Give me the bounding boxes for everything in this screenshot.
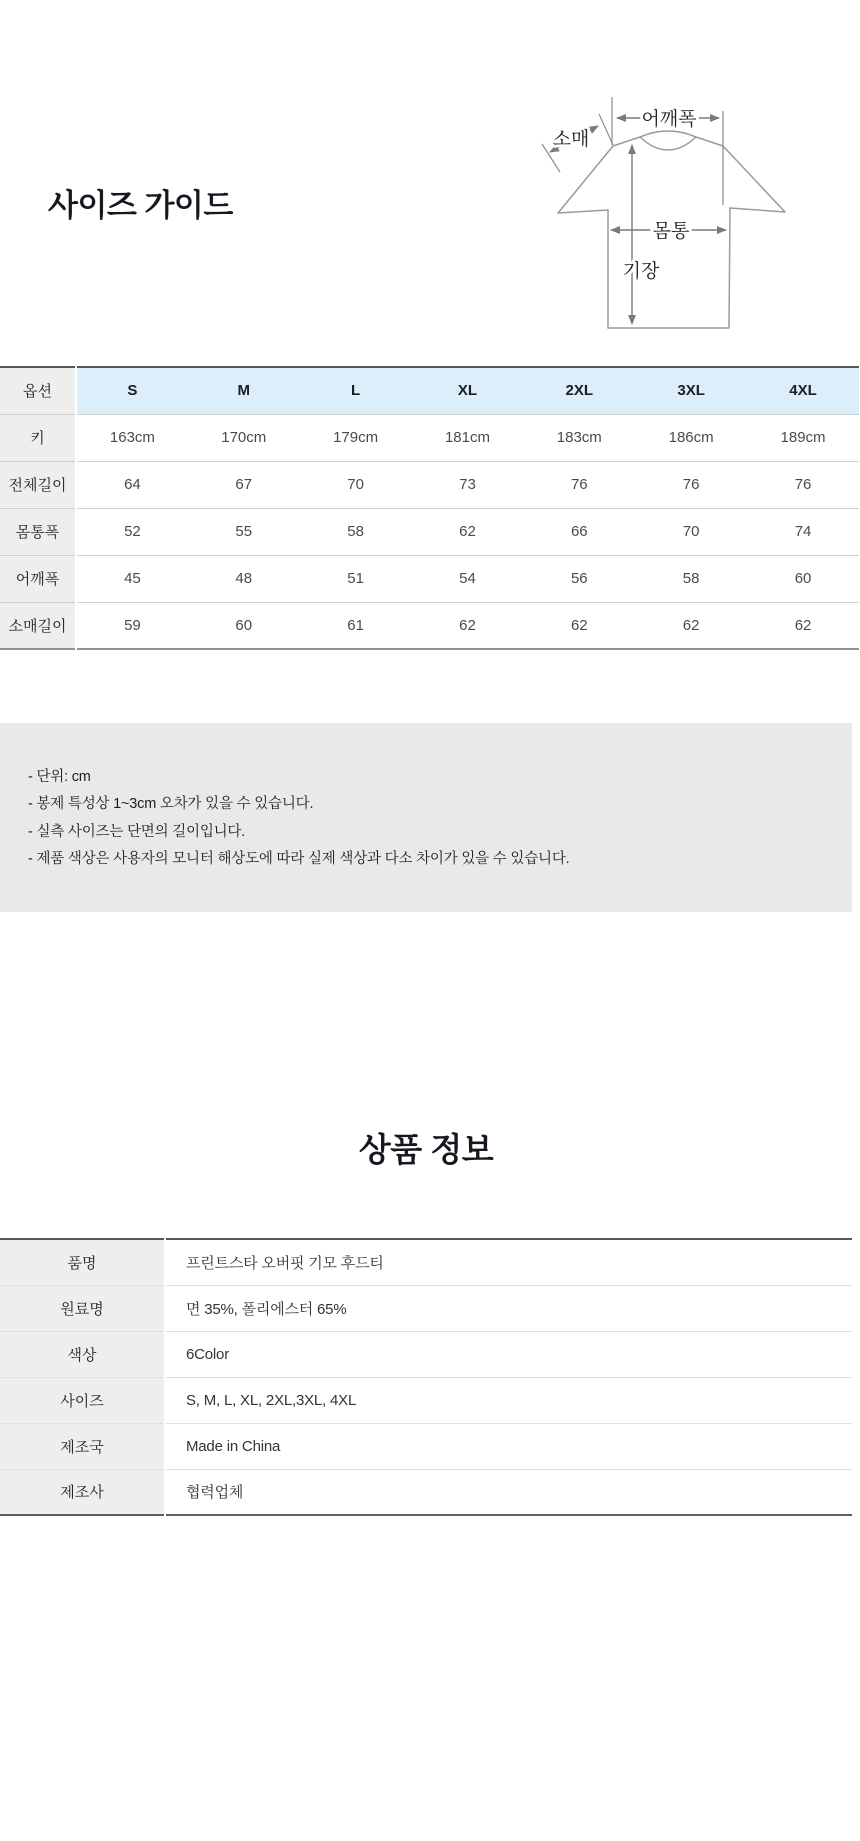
- size-row-label: 소매길이: [0, 602, 76, 649]
- shoulder-width-label: 어깨폭: [641, 109, 697, 130]
- product-info-row: [0, 1469, 852, 1515]
- sleeve-guide-upper: [599, 114, 613, 145]
- product-info-value: 협력업체: [165, 1469, 852, 1515]
- size-value-cell: 51: [300, 555, 412, 602]
- product-info-value: S, M, L, XL, 2XL,3XL, 4XL: [165, 1377, 852, 1423]
- size-column-header-s: S: [76, 367, 188, 414]
- size-value-cell: 45: [76, 555, 188, 602]
- size-table-row: [0, 461, 859, 508]
- product-info-label: 원료명: [0, 1285, 165, 1331]
- size-value-cell: 186cm: [635, 414, 747, 461]
- size-column-header-4xl: 4XL: [747, 367, 859, 414]
- size-value-cell: 179cm: [300, 414, 412, 461]
- size-value-cell: 76: [635, 461, 747, 508]
- product-info-label: 제조국: [0, 1423, 165, 1469]
- size-value-cell: 60: [188, 602, 300, 649]
- size-value-cell: 61: [300, 602, 412, 649]
- size-guide-title: 사이즈 가이드: [48, 188, 233, 223]
- product-info-value: 프린트스타 오버핏 기모 후드티: [165, 1239, 852, 1285]
- size-value-cell: 62: [747, 602, 859, 649]
- size-value-cell: 62: [412, 602, 524, 649]
- product-info-label: 제조사: [0, 1469, 165, 1515]
- size-table-row: [0, 414, 859, 461]
- size-column-header-2xl: 2XL: [523, 367, 635, 414]
- size-value-cell: 183cm: [523, 414, 635, 461]
- product-info-row: [0, 1377, 852, 1423]
- size-value-cell: 181cm: [412, 414, 524, 461]
- size-value-cell: 59: [76, 602, 188, 649]
- note-line: - 봉제 특성상 1~3cm 오차가 있을 수 있습니다.: [28, 796, 314, 813]
- size-table-row: [0, 602, 859, 649]
- size-column-header-xl: XL: [412, 367, 524, 414]
- product-info-row: [0, 1285, 852, 1331]
- length-label: 기장: [622, 261, 660, 282]
- size-value-cell: 58: [635, 555, 747, 602]
- size-table-body: [0, 414, 859, 649]
- size-value-cell: 73: [412, 461, 524, 508]
- size-value-cell: 163cm: [76, 414, 188, 461]
- size-table: [0, 366, 859, 650]
- body-width-label: 몸통: [652, 221, 690, 242]
- sleeve-label: 소매: [552, 129, 590, 150]
- product-info-row: [0, 1239, 852, 1285]
- product-info-table: [0, 1238, 852, 1516]
- size-column-header-3xl: 3XL: [635, 367, 747, 414]
- size-value-cell: 48: [188, 555, 300, 602]
- size-row-label: 몸통폭: [0, 508, 76, 555]
- product-info-row: [0, 1331, 852, 1377]
- note-line: - 제품 색상은 사용자의 모니터 해상도에 따라 실제 색상과 다소 차이가 있을 수 있습니다.: [28, 850, 570, 867]
- size-value-cell: 189cm: [747, 414, 859, 461]
- size-column-header-m: M: [188, 367, 300, 414]
- size-table-row: [0, 555, 859, 602]
- size-value-cell: 62: [412, 508, 524, 555]
- size-value-cell: 66: [523, 508, 635, 555]
- product-info-value: 면 35%, 폴리에스터 65%: [165, 1285, 852, 1331]
- size-value-cell: 70: [635, 508, 747, 555]
- product-info-label: 사이즈: [0, 1377, 165, 1423]
- size-value-cell: 55: [188, 508, 300, 555]
- size-value-cell: 62: [635, 602, 747, 649]
- tshirt-measurement-diagram: [440, 85, 860, 330]
- size-value-cell: 74: [747, 508, 859, 555]
- product-info-value: Made in China: [165, 1423, 852, 1469]
- size-row-label: 키: [0, 414, 76, 461]
- product-table-body: [0, 1239, 852, 1515]
- size-value-cell: 76: [747, 461, 859, 508]
- product-info-title: 상품 정보: [358, 1131, 494, 1168]
- size-value-cell: 70: [300, 461, 412, 508]
- size-value-cell: 76: [523, 461, 635, 508]
- size-value-cell: 58: [300, 508, 412, 555]
- product-info-label: 품명: [0, 1239, 165, 1285]
- size-value-cell: 67: [188, 461, 300, 508]
- size-row-label: 전체길이: [0, 461, 76, 508]
- product-info-value: 6Color: [165, 1331, 852, 1377]
- size-table-option-header: 옵션: [0, 367, 76, 414]
- size-value-cell: 170cm: [188, 414, 300, 461]
- size-value-cell: 56: [523, 555, 635, 602]
- size-table-row: [0, 508, 859, 555]
- size-column-header-l: L: [300, 367, 412, 414]
- notes-box: [0, 723, 852, 912]
- size-value-cell: 52: [76, 508, 188, 555]
- note-line: - 단위: cm: [28, 769, 91, 785]
- size-value-cell: 54: [412, 555, 524, 602]
- note-line: - 실측 사이즈는 단면의 길이입니다.: [28, 823, 246, 840]
- size-row-label: 어깨폭: [0, 555, 76, 602]
- size-value-cell: 64: [76, 461, 188, 508]
- product-info-label: 색상: [0, 1331, 165, 1377]
- size-value-cell: 62: [523, 602, 635, 649]
- size-table-header-row: [0, 367, 859, 414]
- product-info-row: [0, 1423, 852, 1469]
- size-value-cell: 60: [747, 555, 859, 602]
